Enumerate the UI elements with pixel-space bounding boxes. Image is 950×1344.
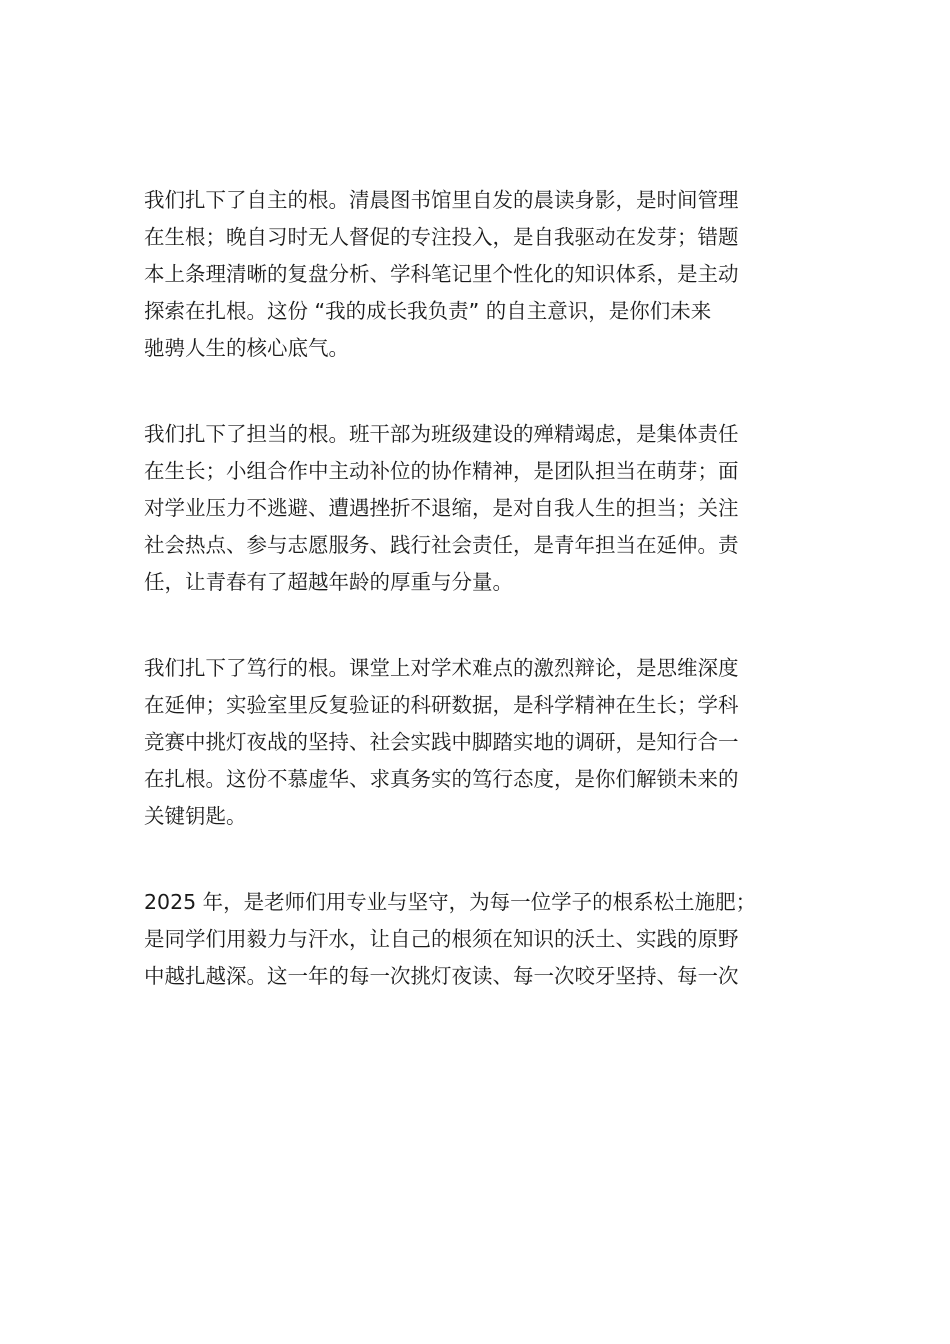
text-line: 驰骋人生的核心底气。 [144, 336, 349, 360]
text-line: 是同学们用毅力与汗水，让自己的根须在知识的沃土、实践的原野 [144, 927, 739, 951]
document-body [144, 182, 812, 1044]
text-line: 2025 年，是老师们用专业与坚守，为每一位学子的根系松土施肥； [144, 890, 757, 914]
text-line: 中越扎越深。这一年的每一次挑灯夜读、每一次咬牙坚持、每一次 [144, 964, 739, 988]
text-line: 在生根；晚自习时无人督促的专注投入，是自我驱动在发芽；错题 [144, 225, 739, 249]
paragraph-year-2025 [144, 884, 812, 995]
text-line: 在生长；小组合作中主动补位的协作精神，是团队担当在萌芽；面 [144, 459, 739, 483]
text-line: 我们扎下了笃行的根。课堂上对学术难点的激烈辩论，是思维深度 [144, 656, 739, 680]
text-line: 本上条理清晰的复盘分析、学科笔记里个性化的知识体系，是主动 [144, 262, 739, 286]
paragraph-practice [144, 650, 812, 835]
text-line: 在扎根。这份不慕虚华、求真务实的笃行态度，是你们解锁未来的 [144, 767, 739, 791]
text-line: 探索在扎根。这份 “我的成长我负责” 的自主意识，是你们未来 [144, 299, 712, 323]
text-line: 我们扎下了担当的根。班干部为班级建设的殚精竭虑，是集体责任 [144, 422, 739, 446]
text-line: 对学业压力不逃避、遭遇挫折不退缩，是对自我人生的担当；关注 [144, 496, 739, 520]
text-line: 任，让青春有了超越年龄的厚重与分量。 [144, 570, 513, 594]
text-line: 关键钥匙。 [144, 804, 247, 828]
text-line: 社会热点、参与志愿服务、践行社会责任，是青年担当在延伸。责 [144, 533, 739, 557]
paragraph-responsibility [144, 416, 812, 601]
paragraph-autonomy [144, 182, 812, 367]
text-line: 我们扎下了自主的根。清晨图书馆里自发的晨读身影，是时间管理 [144, 188, 739, 212]
text-line: 在延伸；实验室里反复验证的科研数据，是科学精神在生长；学科 [144, 693, 739, 717]
text-line: 竞赛中挑灯夜战的坚持、社会实践中脚踏实地的调研，是知行合一 [144, 730, 739, 754]
